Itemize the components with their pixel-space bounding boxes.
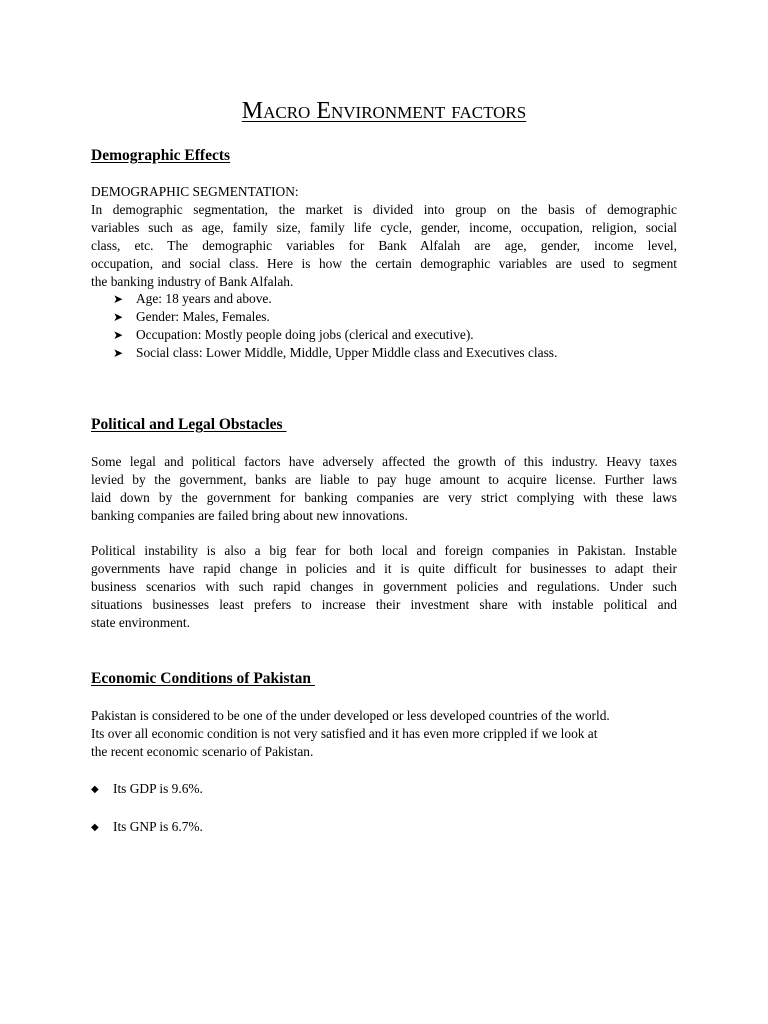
list-item-text: Social class: Lower Middle, Middle, Upper Middle class and Executives class.	[136, 345, 558, 360]
arrow-bullet-icon: ➤	[113, 310, 124, 324]
arrow-bullet-icon: ➤	[113, 346, 124, 360]
paragraph-line: In demographic segmentation, the market is divided into group on the basis of demographic	[91, 202, 677, 217]
paragraph-line: banking companies are failed bring about new innovations.	[91, 508, 408, 523]
list-item-text: Its GDP is 9.6%.	[113, 781, 203, 796]
arrow-bullet-icon: ➤	[113, 292, 124, 306]
demographic-subheading: DEMOGRAPHIC SEGMENTATION:	[91, 184, 299, 199]
arrow-bullet-icon: ➤	[113, 328, 124, 342]
paragraph-line: Some legal and political factors have adversely affected the growth of this industry. Heavy taxes	[91, 454, 677, 469]
paragraph-line: class, etc. The demographic variables for Bank Alfalah are age, gender, income level,	[91, 238, 677, 253]
paragraph-line: the banking industry of Bank Alfalah.	[91, 274, 294, 289]
list-item	[91, 780, 203, 799]
paragraph-line: state environment.	[91, 615, 190, 630]
document-title: Macro Environment factors	[241, 98, 527, 124]
economic-paragraph	[91, 707, 677, 761]
paragraph-line: situations businesses least prefers to increase their investment share with instable political and	[91, 597, 677, 612]
demographic-heading: Demographic Effects	[91, 147, 231, 164]
list-item	[113, 326, 557, 344]
demographic-bullet-list	[113, 290, 557, 362]
list-item	[113, 290, 557, 308]
diamond-bullet-icon: ◆	[91, 822, 99, 833]
list-item-text: Its GNP is 6.7%.	[113, 819, 203, 834]
list-item	[113, 344, 557, 362]
political-heading: Political and Legal Obstacles	[91, 416, 287, 433]
paragraph-line: Pakistan is considered to be one of the under developed or less developed countries of the world.	[91, 708, 610, 723]
diamond-bullet-icon: ◆	[91, 784, 99, 795]
paragraph-line: business scenarios with such rapid changes in government policies and regulations. Under such	[91, 579, 677, 594]
economic-heading: Economic Conditions of Pakistan	[91, 670, 315, 687]
paragraph-line: Its over all economic condition is not very satisfied and it has even more crippled if we look at	[91, 726, 598, 741]
political-paragraph-2	[91, 542, 677, 632]
paragraph-line: laid down by the government for banking companies are very strict complying with these laws	[91, 490, 677, 505]
paragraph-line: levied by the government, banks are liable to pay huge amount to acquire license. Further laws	[91, 472, 677, 487]
list-item-text: Occupation: Mostly people doing jobs (clerical and executive).	[136, 327, 474, 342]
list-item-text: Age: 18 years and above.	[136, 291, 272, 306]
political-paragraph-1	[91, 453, 677, 525]
demographic-paragraph	[91, 201, 677, 291]
list-item	[91, 818, 203, 837]
paragraph-line: Political instability is also a big fear for both local and foreign companies in Pakistan. Instable	[91, 543, 677, 558]
paragraph-line: the recent economic scenario of Pakistan.	[91, 744, 314, 759]
paragraph-line: governments have rapid change in policies and it is quite difficult for businesses to adapt their	[91, 561, 677, 576]
list-item-text: Gender: Males, Females.	[136, 309, 270, 324]
paragraph-line: variables such as age, family size, family life cycle, gender, income, occupation, religion, social	[91, 220, 677, 235]
paragraph-line: occupation, and social class. Here is how the certain demographic variables are used to segment	[91, 256, 677, 271]
list-item	[113, 308, 557, 326]
